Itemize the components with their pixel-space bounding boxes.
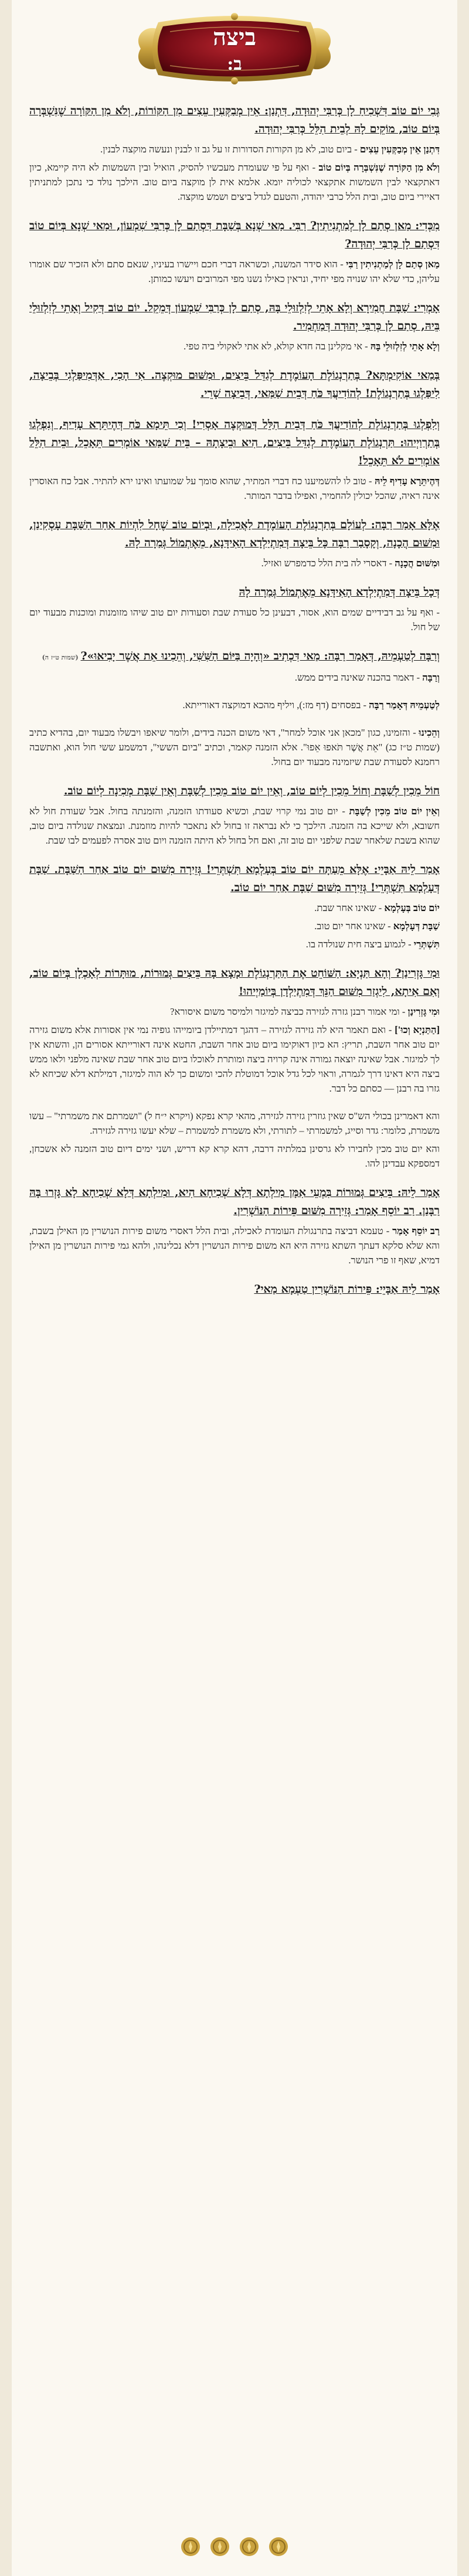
commentary-text: - טוב לו להשמיענו כח דברי המתיר, שהוא סומך על שמועתו ואינו ירא להתיר. אבל כח האוסרין אינה ראיה, שהכל יכולין להחמיר, ואפילו בדבר המותר. [29, 475, 440, 501]
commentary-paragraph [29, 556, 440, 570]
commentary-text: - לגמוע ביצה חית שנולדה בו. [305, 939, 414, 950]
passage-block [29, 647, 440, 685]
passage-block [29, 516, 440, 570]
passage-block [29, 964, 440, 1096]
commentary-heading: דִּתְנַן אֵין מְבַקְּעִין עֵצִים [359, 144, 440, 155]
commentary-text: - הוא סידר המשנה, וכשראה דברי חכם ויישרו בעיניו, שנאם סתם ולא הזכיר שם אומרו עליהן, כדי שלא יהו שנויה מפי יחיד, ונראין כאילו נשנו מפי המרובים ויעשו כמותן. [29, 259, 440, 284]
gemara-line: אָמַר לֵיהּ אַבָּיֵי: אֶלָּא מֵעַתָּה יוֹם טוֹב בְּעָלְמָא תִּשְׁתְּרֵי! גְּזֵירָה מִשּׁוּם יוֹם טוֹב אַחַר הַשַּׁבָּת. שַׁבָּת דְּעָלְמָא תִּשְׁתְּרֵי! גְּזֵירָה מִשּׁוּם שַׁבָּת אַחַר יוֹם טוֹב. [29, 863, 440, 894]
commentary-paragraph [29, 804, 440, 848]
commentary-text: - והזמינו, כגון "מכאן אני אוכל למחר", דאי משום הכנה בידים, ולומר שיאפו ויבשלו מבעוד יום, בהדיא כתיב (שמות ט״ז כג) "אֵת אֲשֶׁר תֹּאפוּ אֵפוּ". אלא הזמנה קאמר, וכתיב "ביום הששי", דמשמע ששי חול הוא, ואתשבה רחמנא לסעודת שבת שיזמינה מבעוד יום בחול. [29, 727, 440, 767]
passage-block [29, 1109, 440, 1171]
gemara-text [29, 1184, 440, 1220]
gemara-line: אָמַר לֵיהּ אַבָּיֵי: פֵּירוֹת הַנּוֹשְׁרִין טַעְמָא מַאי? [254, 1283, 440, 1296]
passage-block [29, 1280, 440, 1299]
commentary-text: - יום טוב נמי קרוי שבת, וכשיא סעודתו הזמנה, והזמנתה בחול. אבל שעודת חול לא חשובא, ולא שייכא בה הזמנה. הילכך כי לא נבראה זו בחול לא נתאכר להיות מוזמנת. ונמצאת שנולדה ביום טוב, שהוא בשבת שלאחר שבת שלפני יום טוב זה, ואם חל בחול לא היתה הזמנה ויום טוב אסרה לפעמים לבו שבת. [29, 806, 440, 846]
commentary-paragraph [29, 605, 440, 634]
commentary-text: - ומי אמור רבנן גזרה לגזירה כביצה למיגזר ולמיסר משום איסורא? [170, 1006, 408, 1017]
commentary-paragraph [29, 142, 440, 157]
commentary-heading: מַאן סְתַם לָן לְמַתְנִיתִין רַבִּי [346, 259, 440, 270]
commentary-paragraph [29, 725, 440, 769]
commentary-text: - שאינו אחר שבת. [314, 902, 385, 913]
coin-icon [239, 2536, 260, 2557]
gemara-text [29, 583, 440, 601]
page-content [29, 102, 440, 1299]
commentary-text: - ואם תאמר היא לה גזירה לגזירה – דהגך דמתיילדן ביומייהו גופיה נמי אין אסורות אלא משום גזירה יום טוב אחר השבת, תריץ: הא כיון דאוקימו ביום טוב אחר השבת, החטא אינה דאורייתא אסורים הן, והשתא אין לך למיגזר. אבל שאינה יוצאה גמורה אינה קרויה ביצה ומותרת לאוכלו ביום טוב אחר שבת שאינה מלפני ולאו ממש ביצה היא דאינו דרך לגמרה, וראוי לכל גדל אוכל דמוטלת להכי ומשום כך לא הוה למיגזר, דמילתא דלא שכיחא לא גזרו בה רבנן — כסתם כל דבר. [29, 1024, 440, 1094]
passage-block [29, 782, 440, 848]
passage-block [29, 698, 440, 712]
coin-icon [209, 2536, 230, 2557]
commentary-paragraph [29, 257, 440, 286]
gemara-text [29, 964, 440, 1001]
commentary-heading: וְלֹא מִן הַקּוֹרָה שֶׁנִּשְׁבְּרָה בְּיוֹם טוֹב [318, 162, 440, 173]
commentary-paragraph [29, 698, 440, 712]
daf-page [12, 0, 457, 2576]
gemara-text [29, 782, 440, 800]
commentary-paragraph [29, 1224, 440, 1267]
commentary-heading: וְלָא אָתֵי לְזִלְזוּלֵי בָּהּ [370, 341, 440, 352]
commentary-paragraph [29, 937, 440, 951]
gemara-text [29, 416, 440, 470]
verse-reference: (שמות ט״ז ה) [42, 654, 81, 661]
commentary-paragraph [29, 160, 440, 204]
title-banner [129, 11, 340, 87]
gemara-line: וּמִי גָּזְרִינַן? וְהָא תַּנְיָא: הַשּׁוֹחֵט אֶת הַתַּרְנְגוֹלֶת וּמָצָא בָּהּ בֵּיצִים גְּמוּרוֹת, מוּתָּרוֹת לְאָכְלָן בְּיוֹם טוֹב, וְאִם אִיתָא, לִיגְזַר מִשּׁוּם הַנֵּךְ דְּמִתְיַלְדָן בְּיוֹמַיְיהוּ! [29, 967, 440, 998]
passage-block [29, 725, 440, 769]
commentary-text: - ואף על פי שעומדת מעכשיו להסיק, הואיל ובין השמשות לא היה קיימא, כיון דאתקצאי לבין השמשות אתקצאי לכוליה יומא. אלמא אית לן מוקצה ביום טוב. הילכך נולד כי נתכן למתניתין דאיירי ביום טוב, ובית הלל כרבי יהודה, והטעם לגדל ביצים ושמש מוקצה. [29, 162, 440, 202]
footer-ornaments [12, 2536, 457, 2560]
commentary-text: - בפסחים (דף מז:), ויליף מהכא דמוקצה דאורייתא. [182, 699, 369, 711]
commentary-heading: תִּשְׁתְּרֵי [413, 939, 440, 950]
gemara-line: וְרַבָּה לְטַעְמֵיהּ, דְּאָמַר רַבָּה: מַאי דִּכְתִיב «וְהָיָה בַּיּוֹם הַשִּׁשִּׁי, וְהֵכִינוּ אֵת אֲשֶׁר יָבִיאוּ»? [80, 650, 440, 662]
gemara-text [29, 366, 440, 403]
daf-number: ב: [227, 54, 242, 74]
commentary-paragraph [29, 339, 440, 354]
gemara-text [29, 647, 440, 667]
commentary-text: - ביום טוב, לא מן הקורות הסדורות זו על גב זו לבנין ונעשה מוקצה לבנין. [100, 144, 360, 155]
commentary-paragraph [29, 474, 440, 503]
commentary-paragraph [29, 1004, 440, 1019]
commentary-heading: וְרַבָּה [422, 672, 440, 683]
passage-block [29, 416, 440, 503]
gemara-line: אָמְרִי: שַׁבָּת חֲמִירָא וְלָא אָתֵי לְזִלְזוּלֵי בָּהּ, סְתַם לָן כְּרַבִּי שִׁמְעוֹן דְּמֵקֵל. יוֹם טוֹב דְּקִיל וְאָתֵי לְזִלְזוּלֵי בֵּיהּ, סְתַם לָן כְּרַבִּי יְהוּדָה דְּמַחְמִיר. [29, 301, 440, 332]
commentary-heading: וּמִשּׁוּם הֲכָנָה [395, 558, 440, 569]
commentary-paragraph [29, 1141, 440, 1171]
gemara-line: אֶלָּא אָמַר רַבָּה: לְעוֹלָם בְּתַרְנְגוֹלֶת הָעוֹמֶדֶת לַאֲכִילָה, וּבְיוֹם טוֹב שֶׁחָל לִהְיוֹת אַחַר הַשַּׁבָּת עָסְקִינַן, וּמִשּׁוּם הֲכָנָה, וְקָסָבַר רַבָּה כָּל בֵּיצָה דְּמִתְיַלְדָא הָאִידָּנָא, מֵאֶתְמוֹל גְּמַרָה לָהּ. [29, 518, 440, 549]
gemara-line: גְּבִי יוֹם טוֹב דִּשְׁכִיחַ לָן כְּרַבִּי יְהוּדָה, דִּתְנַן: אֵין מְבַקְּעִין עֵצִים מִן הַקּוֹרוֹת, וְלֹא מִן הַקּוֹרָה שֶׁנִּשְׁבְּרָה בְּיוֹם טוֹב, מוֹקֵים לָהּ לְבֵית הִלֵּל כְּרַבִּי יְהוּדָה. [29, 104, 440, 135]
gemara-line: וְלִפְלְגוּ בְּתַרְנְגוֹלֶת לְהוֹדִיעֲךָ כֹּחַ דְּבֵית הִלֵּל דְּמוּקְצֶה אָסְרִי! וְכִי תֵּימָא כֹּחַ דְּהֶיתֵּרָא עָדִיף, וְנִפְלְגוּ בְּתַרְוַיְיהוּ: תַּרְנְגוֹלֶת הָעוֹמֶדֶת לְגַדֵּל בֵּיצִים, הִיא וּבֵיצָתָהּ – בֵּית שַׁמַּאי אוֹמְרִים תֵּאָכֵל, וּבֵית הִלֵּל אוֹמְרִים לֹא תֵּאָכֵל! [29, 418, 440, 467]
passage-block [29, 366, 440, 403]
passage-block [29, 299, 440, 354]
gemara-line: אָמַר לֵיהּ: בֵּיצִים גְּמוּרוֹת בִּמְעֵי אִמָּן מִילְתָא דְּלָא שְׁכִיחָא הִיא, וּמִילְתָא דְּלָא שְׁכִיחָא לָא גָּזְרוּ בָּהּ רַבָּנַן. רַב יוֹסֵף אָמַר: גְּזֵירָה מִשּׁוּם פֵּירוֹת הַנּוֹשְׁרִין. [29, 1186, 440, 1217]
passage-block [29, 861, 440, 951]
commentary-heading: יוֹם טוֹב בְּעָלְמָא [384, 902, 440, 913]
commentary-paragraph [29, 1022, 440, 1096]
gemara-text [29, 217, 440, 253]
passage-block [29, 1184, 440, 1267]
passage-block [29, 102, 440, 204]
coin-icon [180, 2536, 201, 2557]
commentary-text: - שאינו אחר יום טוב. [314, 920, 393, 932]
gemara-line: חוֹל מֵכִין לְשַׁבָּת וְחוֹל מֵכִין לְיוֹם טוֹב, וְאֵין יוֹם טוֹב מֵכִין לְשַׁבָּת וְאֵין שַׁבָּת מְכִינָה לְיוֹם טוֹב. [63, 784, 440, 797]
commentary-text: והא דאמרינן בכולי הש"ס שאין גוזרין גזירה לגזירה, מהאי קרא נפקא (ויקרא י״ח ל) "ושמרתם את משמרתי" – עשו משמרת, כלומר: גדר וסייג, למשמרתי – לתורתי, ולא משמרת למשמרת – שלא יעשו גזירה לגזירה. [29, 1110, 440, 1136]
commentary-text: - אי מקלינן בה חדא קולא, לא אתי לאקולי ביה טפי. [183, 341, 371, 352]
commentary-text: - ואף על גב דבידיים שמים הוא, אסור, דבעינן כל סעודת שבת וסעודות יום טוב שיהו מזומנות ומוכנות מבעוד יום של חול. [29, 607, 440, 633]
gemara-text [29, 299, 440, 335]
passage-block [29, 583, 440, 634]
commentary-text: והא יום טוב מכין לחבירו לא גרסינן במלתיה דרבה, דהא קרא קא דריש, ושני ימים דיום טוב הזמנה לא אשכחן, דמספקא עבדינן להו. [29, 1143, 440, 1169]
passage-block [29, 217, 440, 286]
commentary-heading: רַב יוֹסֵף אָמַר [392, 1225, 440, 1236]
gemara-text [29, 516, 440, 552]
commentary-text: - טעמא דביצה בתרנגולת העומדת לאכילה, ובית הלל דאסרי משום פירות הנושרין מן האילן בשבת, והא שלא סלקא דעתך השתא גזירה היא הא משום פירות הנושרין דלא נכלינהו, ולהא גמי פירות הנושרין מן האילן דמיא, שאף זו פרי הנושר. [29, 1225, 440, 1266]
commentary-heading: וְאֵין יוֹם טוֹב מֵכִין לְשַׁבָּת [349, 806, 440, 817]
commentary-heading: דְּהֶיתֵּרָא עָדִיף לֵיהּ [374, 475, 440, 487]
gemara-text [29, 861, 440, 897]
commentary-heading: וְהֵכִינוּ [419, 727, 440, 738]
gemara-line: דְּכָל בֵּיצָה דְּמִתְיַלְדָא הָאִידָּנָא מֵאֶתְמוֹל גְּמַרָה לָהּ [239, 586, 440, 599]
commentary-paragraph [29, 900, 440, 915]
commentary-heading: שַׁבָּת דְּעָלְמָא [393, 920, 440, 932]
gemara-text [29, 1280, 440, 1299]
commentary-heading: [הַתַּנְיָא וְכוּ'] [395, 1024, 440, 1035]
commentary-heading: לְטַעְמֵיהּ דְּאָמַר רַבָּה [369, 699, 440, 711]
commentary-text: - דאמר בהכנה שאינה בידים ממש. [294, 672, 423, 683]
gemara-line: מִכְּדִי: מַאן סְתַם לָן לְמַתְנִיתִין? רַבִּי. מַאי שְׁנָא בְּשַׁבָּת דִּסְתַם לָן כְּרַבִּי שִׁמְעוֹן, וּמַאי שְׁנָא בְּיוֹם טוֹב דִּסְתַם לָן כְּרַבִּי יְהוּדָה? [29, 219, 440, 250]
coin-icon [268, 2536, 289, 2557]
commentary-heading: וּמִי גָּזְרִינַן [407, 1006, 440, 1017]
commentary-paragraph [29, 1109, 440, 1138]
commentary-text: - דאסרי לה בית הלל כדמפרש ואזיל. [261, 558, 395, 569]
tractate-title: ביצה [213, 23, 256, 51]
commentary-paragraph [29, 919, 440, 933]
gemara-text [29, 102, 440, 138]
commentary-paragraph [29, 670, 440, 685]
gemara-line: בְּמַאי אוֹקִימְתָּא? בְּתַרְנְגוֹלֶת הָעוֹמֶדֶת לְגַדֵּל בֵּיצִים, וּמִשּׁוּם מוּקְצֶה. אִי הָכִי, אַדְּמִיפַּלְגִי בְּבֵיצָה, לִיפַּלְגוּ בְּתַרְנְגוֹלֶת! לְהוֹדִיעֲךָ כֹּחַ דְּבֵית שַׁמַּאי, דְּבֵיצָה שָׁרֵי. [29, 369, 440, 400]
